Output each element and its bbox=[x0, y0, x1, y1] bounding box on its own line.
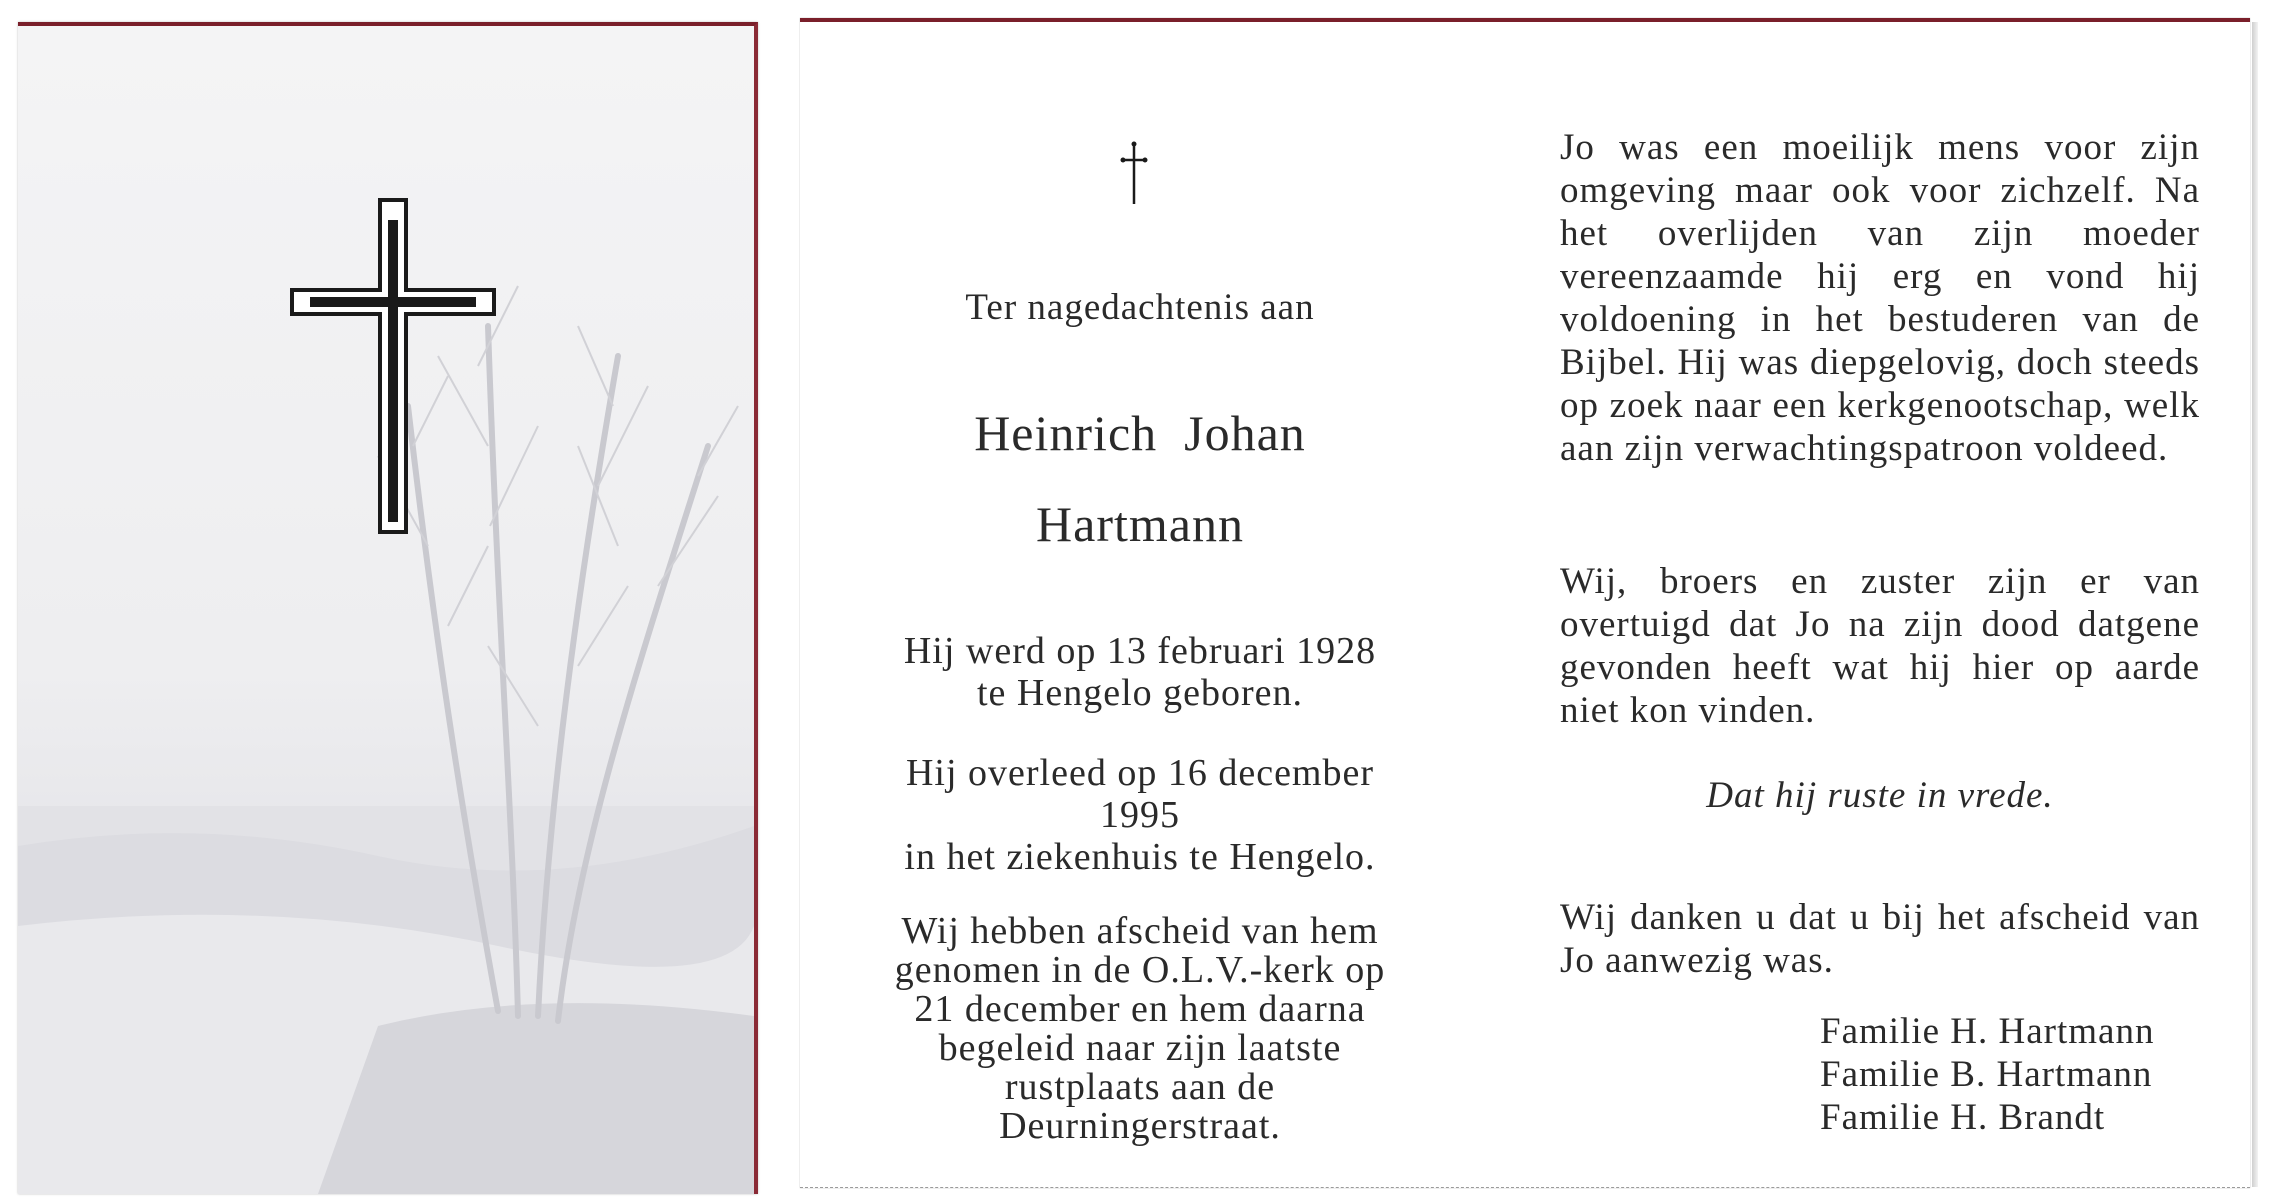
farewell-line: begeleid naar zijn laatste bbox=[938, 1027, 1342, 1069]
thanks-paragraph: Wij danken u dat u bij het afscheid van Jo aanwezig was. bbox=[1560, 897, 2200, 981]
family-name: Familie B. Hartmann bbox=[1820, 1054, 2153, 1095]
death-line: 1995 bbox=[1100, 794, 1180, 836]
dedication-text: Ter nagedachtenis aan bbox=[965, 287, 1315, 328]
farewell-paragraph bbox=[830, 912, 1450, 1146]
card-front bbox=[18, 22, 758, 1194]
death-line: Hij overleed op 16 december bbox=[905, 752, 1375, 794]
birth-paragraph bbox=[830, 630, 1450, 714]
latin-cross-icon bbox=[288, 196, 498, 536]
farewell-line: Wij hebben afscheid van hem bbox=[901, 910, 1379, 952]
farewell-line: rustplaats aan de bbox=[1004, 1066, 1276, 1108]
rest-in-peace-text: Dat hij ruste in vrede. bbox=[1706, 775, 2054, 816]
death-line: in het ziekenhuis te Hengelo. bbox=[904, 836, 1376, 878]
farewell-line: Deurningerstraat. bbox=[999, 1105, 1281, 1147]
life-story-paragraph: Jo was een moeilijk mens voor zijn omgeving maar ook voor zichzelf. Na het overlijden van zijn moeder vereenzaamde hij erg en vond hij voldoening in het bestuderen van de Bijbel. Hij was diepgelovig, doch steeds op zoek naar een kerkgenootschap, welk aan zijn verwachtingspatroon voldeed. bbox=[1560, 127, 2200, 469]
card-inner bbox=[800, 18, 2250, 1188]
farewell-line: 21 december en hem daarna bbox=[914, 988, 1366, 1030]
deceased-surname: Hartmann bbox=[1036, 496, 1244, 552]
conviction-paragraph: Wij, broers en zuster zijn er van overtuigd dat Jo na zijn dood datgene gevonden heeft wat hij hier op aarde niet kon vinden. bbox=[1560, 561, 2200, 731]
birth-line: Hij werd op 13 februari 1928 bbox=[903, 630, 1377, 672]
farewell-line: genomen in de O.L.V.-kerk op bbox=[894, 949, 1386, 991]
birth-line: te Hengelo geboren. bbox=[976, 672, 1304, 714]
death-paragraph bbox=[830, 752, 1450, 878]
family-name: Familie H. Brandt bbox=[1820, 1097, 2106, 1138]
deceased-given-names: Heinrich Johan bbox=[974, 405, 1306, 461]
card-edge bbox=[2252, 22, 2258, 1187]
family-signatures bbox=[1820, 1010, 2240, 1139]
small-cross-icon bbox=[1120, 140, 1148, 206]
family-name: Familie H. Hartmann bbox=[1820, 1011, 2155, 1052]
